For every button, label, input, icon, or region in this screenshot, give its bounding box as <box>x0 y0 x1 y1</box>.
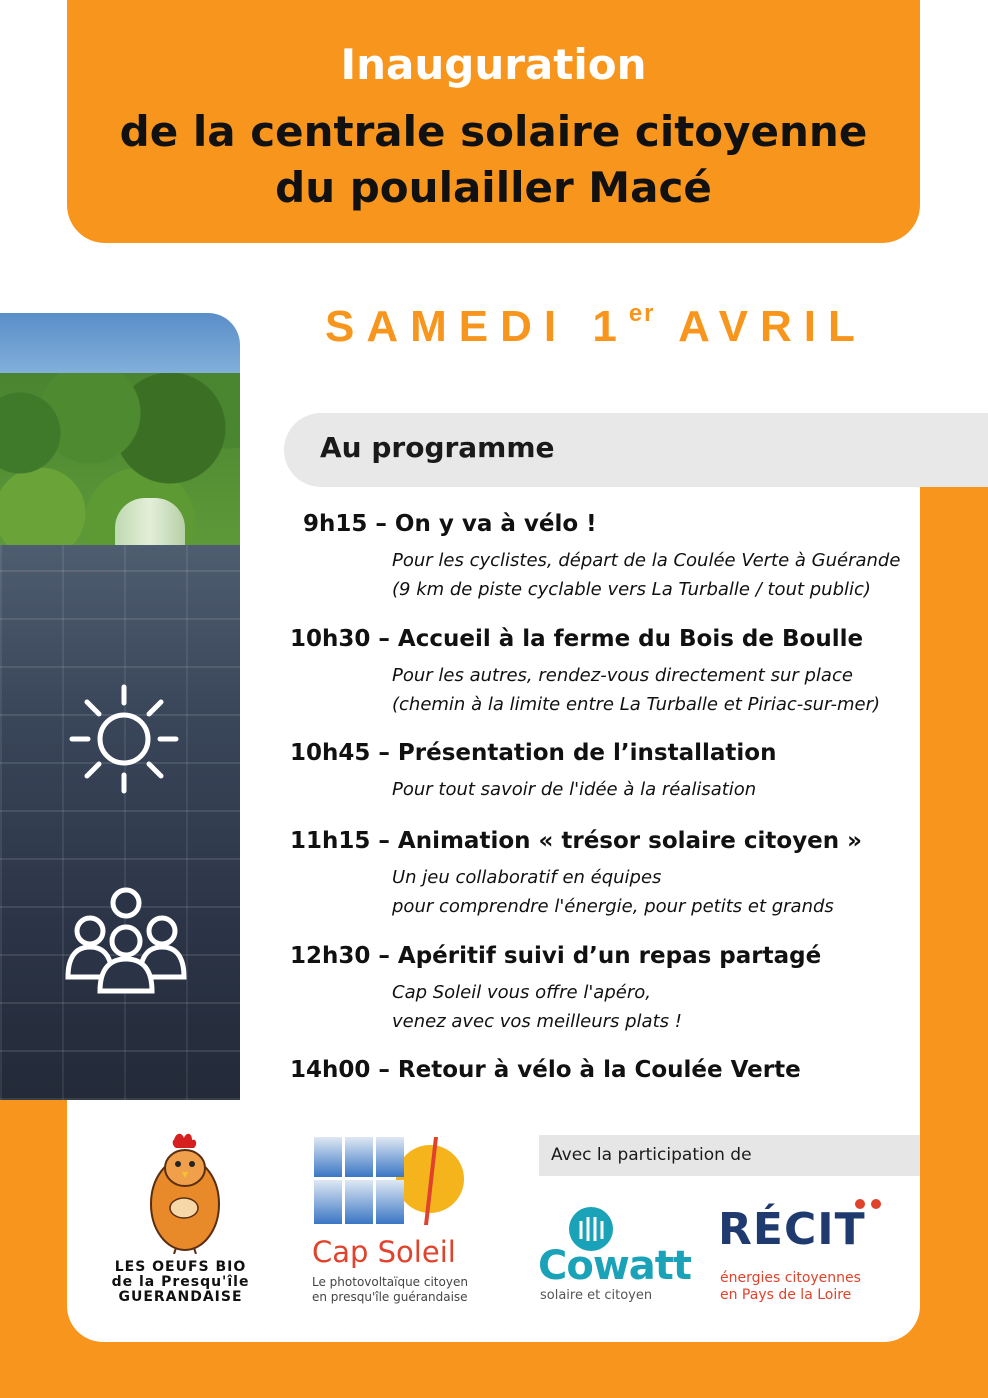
item-title: 10h45 – Présentation de l’installation <box>290 740 777 766</box>
cowatt-name: Cowatt <box>538 1243 692 1289</box>
recit-tag-1: énergies citoyennes <box>720 1270 861 1286</box>
item-desc <box>392 864 910 921</box>
item-desc-line: (9 km de piste cyclable vers La Turballe / tout public) <box>392 578 871 600</box>
cowatt-logo <box>538 1205 692 1305</box>
event-date <box>325 300 867 352</box>
recit-name: RÉCIT <box>718 1204 866 1255</box>
oeufs-line-1: LES OEUFS BIO <box>114 1259 247 1275</box>
recit-tag-2: en Pays de la Loire <box>720 1287 852 1303</box>
cap-soleil-tag-2: en presqu'île guérandaise <box>312 1290 468 1304</box>
programme-item <box>290 1057 910 1083</box>
programme-item <box>290 740 910 805</box>
item-title: 10h30 – Accueil à la ferme du Bois de Boulle <box>290 626 864 652</box>
item-desc <box>392 547 923 604</box>
item-desc <box>392 979 910 1036</box>
people-icon <box>62 885 190 997</box>
item-desc-line: Cap Soleil vous offre l'apéro, <box>392 982 651 1003</box>
item-desc-line: pour comprendre l'énergie, pour petits et grands <box>392 895 834 917</box>
item-desc-line: Pour tout savoir de l'idée à la réalisation <box>392 779 757 800</box>
item-desc-line: (chemin à la limite entre La Turballe et Piriac-sur-mer) <box>392 693 880 715</box>
cowatt-tag: solaire et citoyen <box>540 1288 653 1303</box>
title-line-2: de la centrale solaire citoyenne <box>119 107 868 156</box>
sun-icon <box>68 683 180 795</box>
item-title: 12h30 – Apéritif suivi d’un repas partagé <box>290 943 822 969</box>
oeufs-line-2: de la Presqu'île <box>111 1274 250 1290</box>
programme-header <box>284 413 988 487</box>
programme-title: Au programme <box>320 431 555 464</box>
date-day: SAMEDI 1 <box>325 302 629 351</box>
programme-item <box>290 828 910 921</box>
photo-solar-panels <box>0 545 240 1100</box>
hen-icon <box>146 1132 224 1254</box>
item-desc <box>392 662 910 719</box>
title-line-1: Inauguration <box>340 40 647 89</box>
item-desc-line: Un jeu collaboratif en équipes <box>392 867 662 888</box>
item-desc-line: venez avec vos meilleurs plats ! <box>392 1010 682 1032</box>
cap-soleil-name: Cap Soleil <box>312 1235 456 1269</box>
participation-label: Avec la participation de <box>551 1145 752 1165</box>
programme-item <box>290 626 910 719</box>
oeufs-line-3: GUERANDAISE <box>118 1289 243 1305</box>
item-title: 11h15 – Animation « trésor solaire citoyen » <box>290 828 863 854</box>
title-banner <box>67 0 920 243</box>
item-title: 14h00 – Retour à vélo à la Coulée Verte <box>290 1057 801 1083</box>
programme-item <box>290 943 910 1036</box>
item-desc-line: Pour les cyclistes, départ de la Coulée Verte à Guérande <box>392 550 901 571</box>
date-month: AVRIL <box>678 302 867 351</box>
cap-soleil-tag-1: Le photovoltaïque citoyen <box>312 1275 468 1289</box>
participation-banner <box>539 1135 920 1176</box>
date-suffix: er <box>628 300 656 327</box>
item-desc-line: Pour les autres, rendez-vous directement sur place <box>392 665 853 686</box>
oeufs-bio-logo <box>108 1132 253 1307</box>
programme-item <box>303 511 923 604</box>
item-title: 9h15 – On y va à vélo ! <box>303 511 597 537</box>
cap-soleil-panel-icon <box>312 1135 467 1227</box>
recit-logo <box>718 1198 898 1308</box>
cap-soleil-logo <box>312 1135 482 1310</box>
item-desc <box>392 776 910 805</box>
solar-photo <box>0 313 240 1100</box>
title-line-3: du poulailler Macé <box>275 163 712 212</box>
